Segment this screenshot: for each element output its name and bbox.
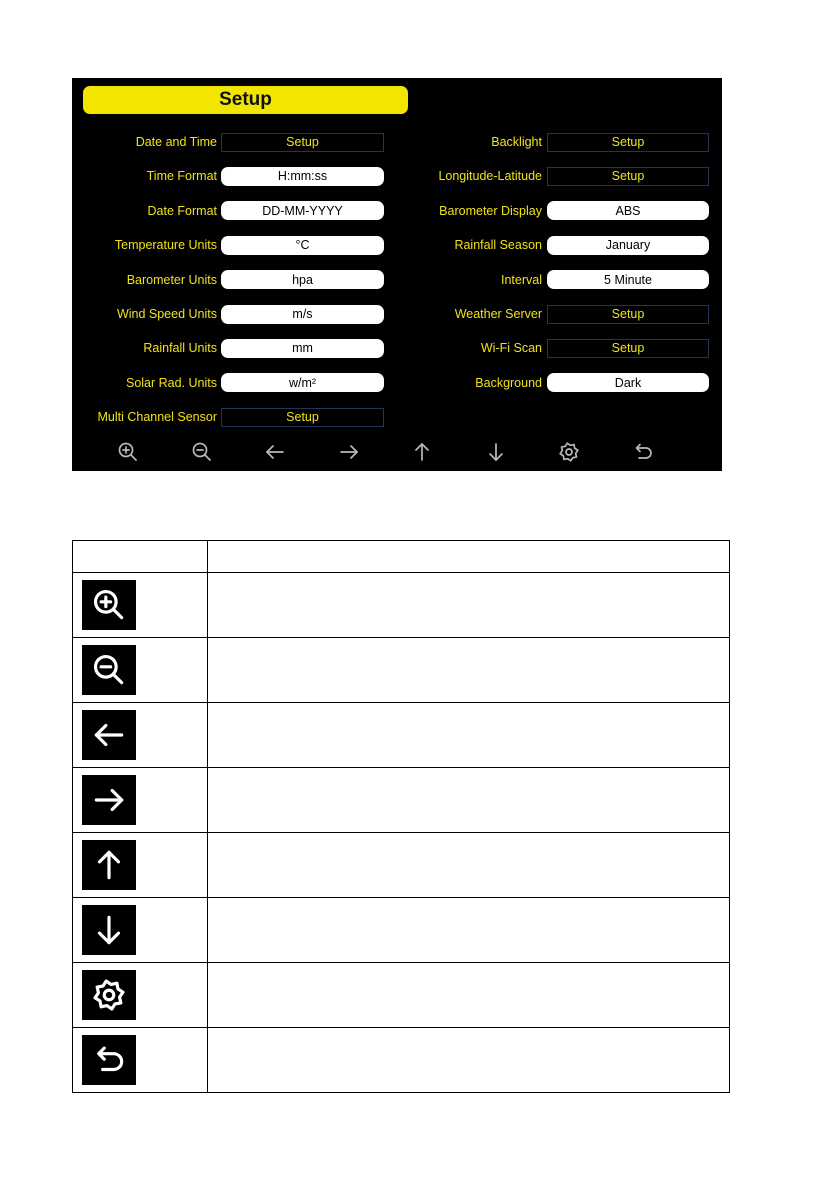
option-field[interactable]: hpa	[221, 270, 384, 289]
back-icon[interactable]	[631, 440, 655, 464]
description-cell	[208, 573, 730, 638]
icon-cell	[73, 638, 208, 703]
setting-label: Barometer Units	[126, 272, 217, 287]
setup-button[interactable]: Setup	[547, 305, 709, 324]
setting-label: Interval	[501, 272, 542, 287]
icon-cell	[73, 573, 208, 638]
right-setting-row	[402, 235, 709, 255]
table-row	[73, 638, 730, 703]
zoom-out-icon	[82, 645, 136, 695]
option-field[interactable]: Dark	[547, 373, 709, 392]
setting-label: Rainfall Units	[143, 341, 217, 356]
gear-icon	[82, 970, 136, 1020]
icon-cell	[73, 833, 208, 898]
toolbar	[72, 440, 722, 464]
arrow-up-icon[interactable]	[410, 440, 434, 464]
setup-button[interactable]: Setup	[547, 167, 709, 186]
description-cell	[208, 768, 730, 833]
setting-label: Backlight	[491, 135, 542, 149]
right-setting-row	[402, 304, 709, 324]
left-setting-row	[72, 373, 384, 393]
arrow-left-icon	[82, 710, 136, 760]
icon-cell	[73, 963, 208, 1028]
right-setting-row	[402, 270, 709, 290]
option-field[interactable]: 5 Minute	[547, 270, 709, 289]
arrow-right-icon[interactable]	[337, 440, 361, 464]
back-icon	[82, 1035, 136, 1085]
description-cell	[208, 963, 730, 1028]
setting-label: Longitude-Latitude	[438, 169, 542, 184]
table-row	[73, 768, 730, 833]
table-row	[73, 1028, 730, 1093]
setting-label: Barometer Display	[439, 203, 542, 218]
description-cell	[208, 898, 730, 963]
setting-label: Temperature Units	[114, 238, 217, 253]
table-row	[73, 703, 730, 768]
description-cell	[208, 638, 730, 703]
setup-button[interactable]: Setup	[547, 133, 709, 152]
setting-label: Multi Channel Sensor	[97, 410, 217, 425]
option-field[interactable]: DD-MM-YYYY	[221, 201, 384, 220]
table-row	[73, 963, 730, 1028]
right-setting-row	[402, 201, 709, 221]
icon-cell	[73, 703, 208, 768]
setting-label: Date and Time	[135, 135, 217, 149]
arrow-up-icon	[82, 840, 136, 890]
gear-icon[interactable]	[557, 440, 581, 464]
option-field[interactable]: January	[547, 236, 709, 255]
setting-label: Wind Speed Units	[116, 307, 217, 321]
description-cell	[208, 703, 730, 768]
option-field[interactable]: m/s	[221, 305, 384, 324]
left-setting-row	[72, 166, 384, 186]
setting-label: Date Format	[147, 203, 217, 218]
left-setting-row	[72, 132, 384, 152]
table-body	[73, 573, 730, 1093]
left-setting-row	[72, 201, 384, 221]
table-header-description	[208, 541, 730, 573]
setup-button[interactable]: Setup	[221, 408, 384, 427]
icon-table	[72, 540, 730, 1093]
table-row	[73, 833, 730, 898]
arrow-left-icon[interactable]	[263, 440, 287, 464]
zoom-in-icon[interactable]	[116, 440, 140, 464]
left-setting-row	[72, 407, 384, 427]
description-cell	[208, 1028, 730, 1093]
setup-button[interactable]: Setup	[221, 133, 384, 152]
option-field[interactable]: °C	[221, 236, 384, 255]
setting-label: Wi-Fi Scan	[480, 341, 542, 356]
setup-screen	[72, 78, 722, 471]
setting-label: Time Format	[146, 169, 217, 184]
option-field[interactable]: ABS	[547, 201, 709, 220]
right-setting-row	[402, 338, 709, 358]
right-setting-row	[402, 373, 709, 393]
option-field[interactable]: w/m²	[221, 373, 384, 392]
arrow-down-icon	[82, 905, 136, 955]
setting-label: Solar Rad. Units	[125, 375, 217, 390]
icon-cell	[73, 768, 208, 833]
icon-cell	[73, 1028, 208, 1093]
zoom-in-icon	[82, 580, 136, 630]
left-setting-row	[72, 338, 384, 358]
arrow-down-icon[interactable]	[484, 440, 508, 464]
left-setting-row	[72, 235, 384, 255]
table-header-row	[73, 541, 730, 573]
left-setting-row	[72, 304, 384, 324]
setting-label: Background	[475, 375, 542, 390]
option-field[interactable]: H:mm:ss	[221, 167, 384, 186]
table-header-icon	[73, 541, 208, 573]
setup-button[interactable]: Setup	[547, 339, 709, 358]
description-cell	[208, 833, 730, 898]
option-field[interactable]: mm	[221, 339, 384, 358]
zoom-out-icon[interactable]	[190, 440, 214, 464]
table-row	[73, 898, 730, 963]
page-title: Setup	[83, 86, 408, 114]
setting-label: Weather Server	[454, 307, 542, 321]
icon-cell	[73, 898, 208, 963]
right-setting-row	[402, 166, 709, 186]
setting-label: Rainfall Season	[454, 238, 542, 253]
arrow-right-icon	[82, 775, 136, 825]
left-setting-row	[72, 270, 384, 290]
table-row	[73, 573, 730, 638]
right-setting-row	[402, 132, 709, 152]
